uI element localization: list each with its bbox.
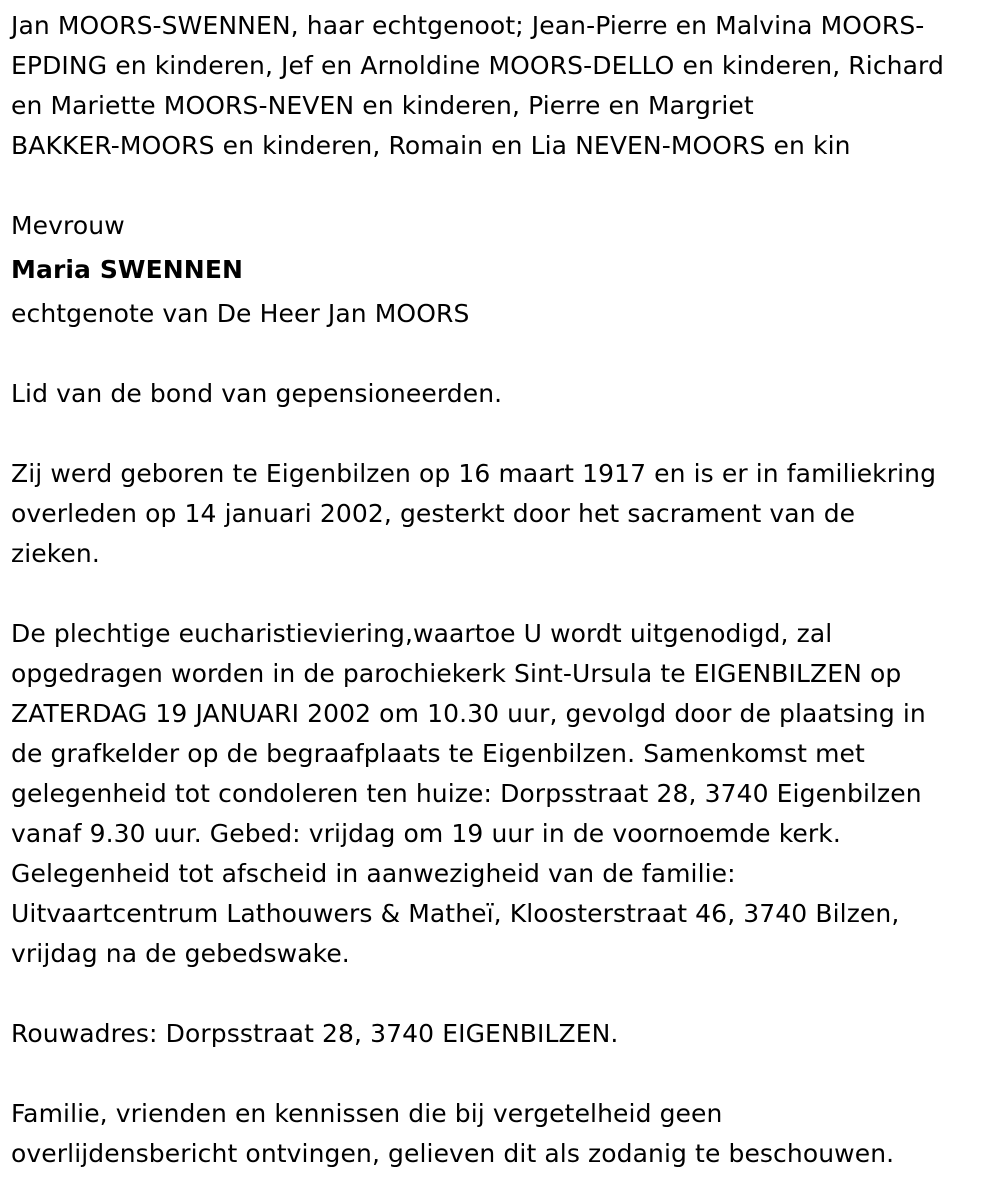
birth-death-paragraph [11,454,996,574]
paragraph-line: de grafkelder op de begraafplaats te Eigenbilzen. Samenkomst met [11,739,865,768]
spacer [11,414,996,454]
paragraph-line: Uitvaartcentrum Lathouwers & Matheï, Kloosterstraat 46, 3740 Bilzen, [11,899,900,928]
ceremony-paragraph [11,614,996,974]
paragraph-line: gelegenheid tot condoleren ten huize: Dorpsstraat 28, 3740 Eigenbilzen [11,779,922,808]
paragraph-line: De plechtige eucharistieviering,waartoe U wordt uitgenodigd, zal [11,619,833,648]
spacer [11,166,996,206]
paragraph-line: Familie, vrienden en kennissen die bij vergetelheid geen [11,1099,723,1128]
family-block [11,6,996,166]
mourning-address: Rouwadres: Dorpsstraat 28, 3740 EIGENBILZEN. [11,1019,619,1048]
spacer [11,974,996,1014]
deceased-name: Maria SWENNEN [11,255,244,284]
paragraph-line: ZATERDAG 19 JANUARI 2002 om 10.30 uur, gevolgd door de plaatsing in [11,699,926,728]
paragraph-line: overlijdensbericht ontvingen, gelieven dit als zodanig te beschouwen. [11,1139,895,1168]
spouse-line: echtgenote van De Heer Jan MOORS [11,299,470,328]
paragraph-line: vanaf 9.30 uur. Gebed: vrijdag om 19 uur in de voornoemde kerk. [11,819,841,848]
paragraph-line: Zij werd geboren te Eigenbilzen op 16 maart 1917 en is er in familiekring [11,459,937,488]
family-line: en Mariette MOORS-NEVEN en kinderen, Pierre en Margriet [11,91,754,120]
paragraph-line: overleden op 14 januari 2002, gesterkt door het sacrament van de [11,499,856,528]
family-line: EPDING en kinderen, Jef en Arnoldine MOORS-DELLO en kinderen, Richard [11,51,944,80]
family-line: BAKKER-MOORS en kinderen, Romain en Lia NEVEN-MOORS en kin [11,131,851,160]
paragraph-line: zieken. [11,539,100,568]
closing-paragraph [11,1094,996,1174]
paragraph-line: vrijdag na de gebedswake. [11,939,350,968]
salutation: Mevrouw [11,211,125,240]
membership: Lid van de bond van gepensioneerden. [11,379,503,408]
death-notice [11,6,996,1174]
spacer [11,1054,996,1094]
spacer [11,334,996,374]
paragraph-line: opgedragen worden in de parochiekerk Sint-Ursula te EIGENBILZEN op [11,659,902,688]
spacer [11,574,996,614]
family-line: Jan MOORS-SWENNEN, haar echtgenoot; Jean-Pierre en Malvina MOORS- [11,11,925,40]
paragraph-line: Gelegenheid tot afscheid in aanwezigheid van de familie: [11,859,736,888]
